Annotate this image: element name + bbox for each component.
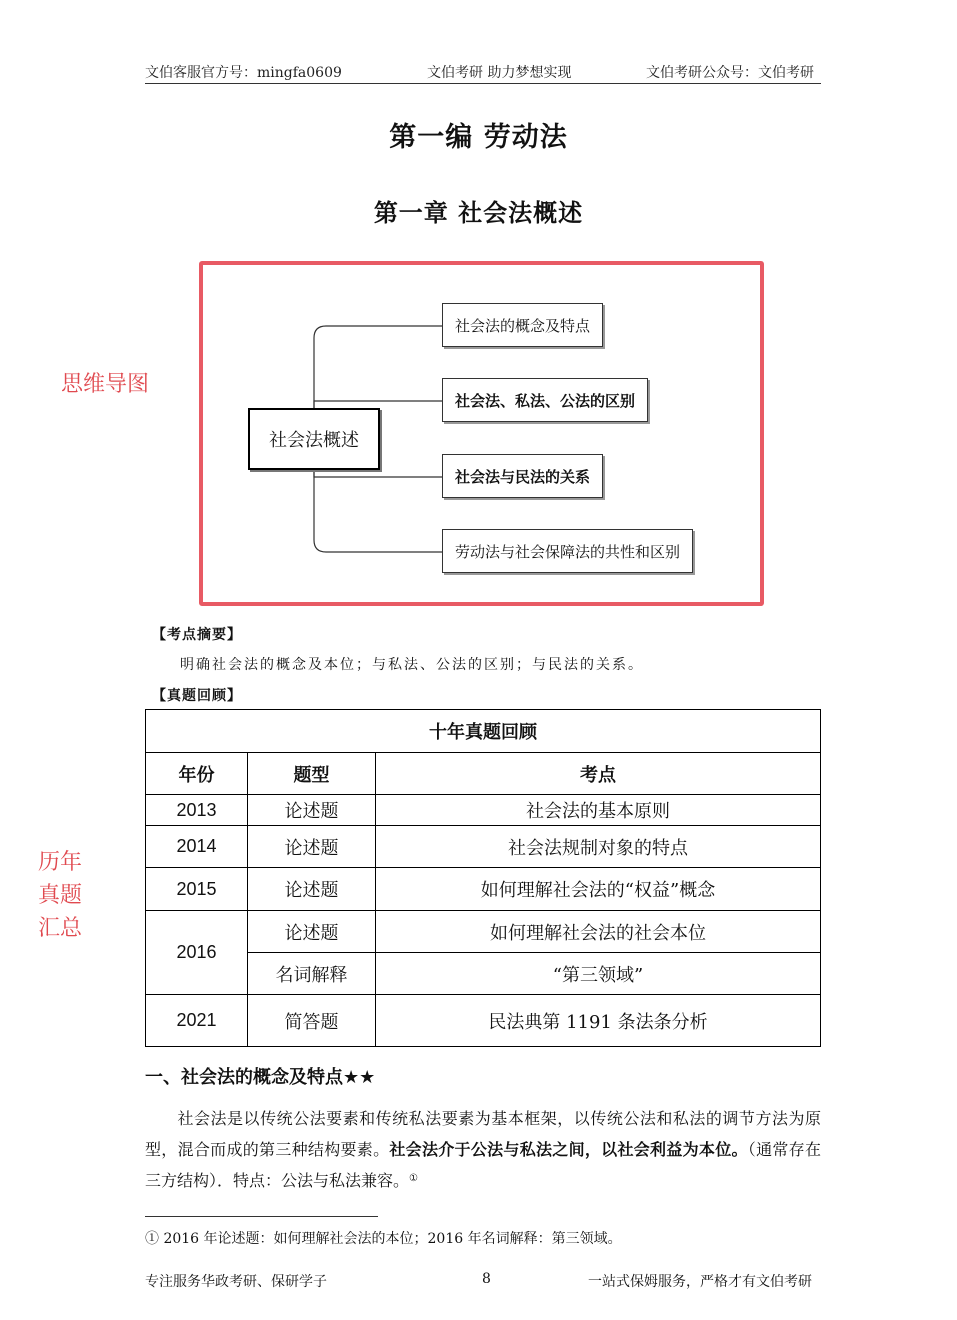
cell-point: 民法典第 1191 条法条分析: [376, 995, 821, 1047]
section-paragraph: [145, 1103, 821, 1196]
chapter-title: 第一章 社会法概述: [373, 199, 584, 227]
table-row: [146, 795, 821, 826]
table-title-row: [146, 710, 821, 753]
paragraph-text: 社会法是以传统公法要素和传统私法要素为基本框架，以传统公法和私法的调节方法为原型，混合而成的第三种结构要素。: [145, 1109, 821, 1159]
cell-type: 论述题: [248, 911, 376, 953]
footer-right-text: 一站式保姆服务，严格才有文伯考研: [588, 1274, 812, 1290]
section-title: 一、社会法的概念及特点★★: [145, 1067, 376, 1088]
mindmap-root-node: 社会法概述: [248, 408, 380, 470]
column-header-type: 题型: [248, 753, 376, 795]
mindmap-side-label: 思维导图: [61, 372, 150, 397]
cell-year: 2013: [146, 795, 248, 826]
cell-year: 2014: [146, 826, 248, 868]
cell-type: 名词解释: [248, 953, 376, 995]
header-center-text: 文伯考研 助力梦想实现: [427, 65, 572, 81]
table-row: [146, 911, 821, 953]
table-row: [146, 953, 821, 995]
cell-type: 论述题: [248, 826, 376, 868]
header-left-text: 文伯客服官方号：mingfa0609: [145, 65, 342, 81]
cell-point: 如何理解社会法的社会本位: [376, 911, 821, 953]
footnote-divider: [145, 1216, 378, 1217]
paragraph-bold-text: 社会法介于公法与私法之间，以社会利益为本位。: [389, 1140, 748, 1159]
cell-year: 2015: [146, 868, 248, 911]
cell-year: 2016: [146, 911, 248, 995]
summary-heading: 【考点摘要】: [152, 627, 242, 643]
column-header-point: 考点: [376, 753, 821, 795]
column-header-year: 年份: [146, 753, 248, 795]
exam-review-table: [145, 709, 821, 1047]
table-row: [146, 826, 821, 868]
mindmap-node-civil-law: 社会法与民法的关系: [442, 454, 603, 498]
review-side-label-line: 历年: [38, 850, 83, 875]
summary-text: 明确社会法的概念及本位；与私法、公法的区别；与民法的关系。: [180, 657, 644, 673]
review-side-label-line: 真题: [38, 883, 83, 908]
review-side-label-line: 汇总: [38, 916, 83, 941]
table-title: 十年真题回顾: [146, 710, 821, 753]
review-side-label: [38, 846, 82, 945]
mindmap-node-concept: 社会法的概念及特点: [442, 303, 603, 347]
footnote-text: ① 2016 年论述题：如何理解社会法的本位；2016 年名词解释：第三领域。: [145, 1231, 622, 1247]
mindmap-node-labor-social-security: 劳动法与社会保障法的共性和区别: [442, 529, 693, 573]
footer-left-text: 专注服务华政考研、保研学子: [145, 1274, 327, 1290]
header-right-text: 文伯考研公众号：文伯考研: [646, 65, 814, 81]
part-title: 第一编 劳动法: [389, 122, 568, 153]
review-heading: 【真题回顾】: [152, 688, 242, 704]
cell-point: 如何理解社会法的“权益”概念: [376, 868, 821, 911]
cell-type: 简答题: [248, 995, 376, 1047]
cell-type: 论述题: [248, 795, 376, 826]
table-row: [146, 868, 821, 911]
mindmap-node-difference: 社会法、私法、公法的区别: [442, 378, 648, 422]
table-header-row: [146, 753, 821, 795]
table-row: [146, 995, 821, 1047]
cell-point: 社会法的基本原则: [376, 795, 821, 826]
cell-point: 社会法规制对象的特点: [376, 826, 821, 868]
cell-type: 论述题: [248, 868, 376, 911]
cell-year: 2021: [146, 995, 248, 1047]
footnote-marker[interactable]: ①: [409, 1173, 418, 1184]
page-number: 8: [482, 1271, 491, 1287]
paragraph-text-tail: （通常存在三方结构）．特点：公法与私法兼容。: [145, 1140, 821, 1190]
cell-point: “第三领域”: [376, 953, 821, 995]
